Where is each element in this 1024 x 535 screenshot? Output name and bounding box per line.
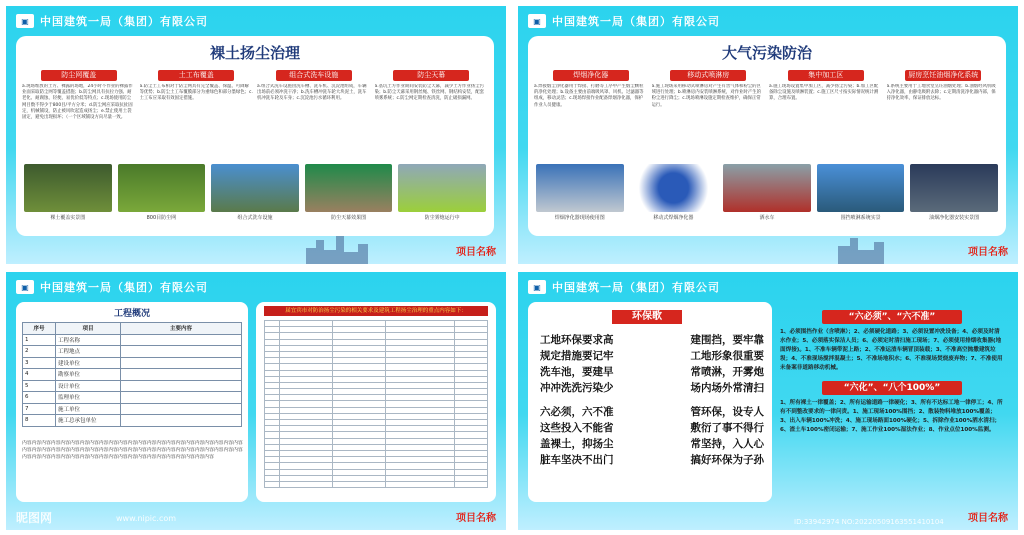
photo	[398, 164, 486, 212]
content-card	[16, 36, 494, 236]
watermark-logo: 昵图网	[16, 511, 53, 525]
rules-text: 1、必须围挡作业（含喷淋）；2、必须硬化道路；3、必须设置冲洗设备；4、必须及时清水作业；5、必须落实保洁人员；6、必须定时清扫施工现场；7、必须使用排烟收集器(地面焊接)。1、不准车辆带泥上路；2、不准运渣车辆冒顶装载；3、不准高空抛撒建筑垃圾；4、不准现场搅拌混凝土；5、不准场地积水；6、不准现场焚烧废弃物；7、不准使用未备案非道路移动机械。	[780, 329, 1003, 371]
photo-item	[723, 164, 811, 221]
photo	[305, 164, 393, 212]
company-name: 中国建筑一局（集团）有限公司	[552, 15, 720, 28]
song-line: 规定措施要记牢 工地形象很重要	[540, 350, 764, 362]
photo	[24, 164, 112, 212]
description-text: 内容内容内容内容内容内容内容内容内容内容内容内容内容内容内容内容内容内容内容内容内容内容内容内容内容内容内容内容内容内容内容内容内容内容内容内容内容内容内容内容内容内容内容内容内容内容内容内容内容内容内容内容内容内容内容内容内容内容内容内容内容内容内容内容内容内容	[22, 441, 243, 461]
photo-caption: 裸土覆盖实景图	[50, 215, 86, 221]
table-header: 主要内容	[121, 323, 242, 335]
project-name: 项目名称	[968, 513, 1008, 524]
photo-caption: 防尘雾炮运行中	[424, 215, 460, 221]
photo	[630, 164, 718, 212]
city-skyline	[6, 234, 506, 264]
panel-title: 裸土扬尘治理	[209, 44, 300, 62]
song-lyrics	[540, 332, 764, 468]
section-tag: 防尘天幕	[393, 70, 469, 81]
section-text: a.施工现场设置集中加工区，减少扬尘污染；b.加工区配备除尘设施及喷淋装置；c.施工区尺寸按实际情况统计测算，合理布置。	[769, 84, 879, 102]
photo-item	[536, 164, 624, 221]
section-tag: 集中加工区	[788, 70, 864, 81]
song-line: 洗车池，要建早 常喷淋，开雾炮	[540, 366, 764, 378]
song-line: 脏车坚决不出门 搞好环保为子孙	[540, 454, 764, 466]
section-tag: 厨房烹饪油烟净化系统	[905, 70, 981, 81]
photo	[211, 164, 299, 212]
table-title: 工程概况	[113, 309, 150, 319]
table-header: 序号	[23, 323, 56, 335]
section-tag: 防尘网覆盖	[41, 70, 117, 81]
panel-project-overview	[6, 272, 506, 530]
table-row: 1 工程名称	[23, 334, 242, 346]
company-logo: ▣	[16, 14, 34, 28]
project-name: 项目名称	[968, 247, 1008, 258]
section-tag: 土工布覆盖	[158, 70, 234, 81]
section-tag: 组合式洗车设施	[276, 70, 352, 81]
photo-item	[630, 164, 718, 221]
section-text: a.施工现场采用移动式喷淋房对产生有害气体和粉尘的区域进行处理；b.喷淋房内安装喷淋系统，对作业时产生的粉尘进行降尘；c.现场喷淋设施定期检查维护，确保正常运行。	[651, 84, 762, 108]
header	[528, 12, 720, 30]
column	[22, 70, 136, 166]
section-tag: 移动式喷淋房	[670, 70, 746, 81]
column	[769, 70, 883, 166]
section-text: a.焊接烟尘净化器用于焊接、打磨等工序中产生烟尘颗粒的净化处理；b.设备主要由前端吸风罩、风机、过滤器等组成，移动灵活；c.现场焊接作业配备焊烟净化器，保护作业人员健康。	[534, 84, 644, 108]
section-text: a.系统主要用于工地食堂烹饪油烟处理；b.油烟经风机吸入净化器，由静电吸附去除；c.定期清洗净化器内部，保持净化效率，保证排放达标。	[886, 84, 996, 102]
photo-item	[305, 164, 393, 221]
column	[375, 70, 489, 166]
table-row: 6 监理单位	[23, 392, 242, 404]
company-logo: ▣	[528, 14, 546, 28]
photo-caption: 移动式焊烟净化器	[653, 215, 694, 221]
column	[652, 70, 766, 166]
photo-item	[398, 164, 486, 221]
company-logo: ▣	[528, 280, 546, 294]
table-row: 7 施工单位	[23, 403, 242, 415]
photo	[118, 164, 206, 212]
table-row: 3 建设单位	[23, 357, 242, 369]
photo-caption: 组合式洗车设施	[237, 215, 273, 221]
header	[16, 278, 208, 296]
photo-caption: 洒水车	[759, 215, 775, 221]
song-title: 环保歌	[612, 310, 682, 324]
section-text: a.现场堆放的土方、裸露的场地，24小时不作业的裸露作业面采取防尘网等覆盖措施；b.防尘网具有抗拉力强、耐老化、耐腐蚀、轻便、易优价低等特点；c.现场使用防尘网目数不得少于800目/平方分米；d.防尘网应采取抗扯固定，机械铺设，防止被风吹起造成扬尘；e.禁止使用土袋固定，避免出现损坏；（一个区域铺设方向尽量一致。	[22, 84, 133, 121]
panel-dust-control	[6, 6, 506, 264]
photo-caption: 焊烟净化器现场使用图	[554, 215, 605, 221]
rules-text: 1、所有裸土一律覆盖；2、所有运输道路一律硬化；3、所有不达标工地一律停工；4、所有不到整改要求的一律问责。1、施工现场100%围挡；2、散装物料堆放100%覆盖；3、出入车辆100%冲洗；4、施工现场路面100%硬化；5、拆除作业100%洒水清扫；6、渣土车100%密闭运输；7、施工作业100%湿法作业；8、作业点位100%监测。	[780, 400, 1003, 433]
song-line: 冲冲洗洗污染少 场内场外常清扫	[540, 382, 764, 394]
section-text: a.基坑土方作业期间安装防尘天幕，减少土方作业扬尘污染；b.防尘天幕采用钢丝绳、铁丝网、钢结构安装，配套喷雾系统；c.防尘网定期检查清洗，防止破损漏网。	[374, 84, 485, 102]
rules-title: “六化”、“八个100%”	[822, 381, 962, 395]
column	[140, 70, 254, 166]
column	[887, 70, 1001, 166]
header	[528, 278, 720, 296]
table-row: 2 工程地点	[23, 346, 242, 358]
company-logo: ▣	[16, 280, 34, 294]
project-name: 项目名称	[456, 513, 496, 524]
column	[257, 70, 371, 166]
song-line: 工地环保要求高 建围挡，要牢靠	[540, 334, 764, 346]
column	[534, 70, 648, 166]
watermark-url: www.nipic.com	[116, 514, 177, 523]
overview-table	[22, 322, 242, 427]
company-name: 中国建筑一局（集团）有限公司	[552, 281, 720, 294]
panel-air-pollution	[518, 6, 1018, 264]
photo-item	[211, 164, 299, 221]
table-row: 4 勘察单位	[23, 369, 242, 381]
project-name: 项目名称	[456, 247, 496, 258]
song-line: 这些投入不能省 敷衍了事不得行	[540, 422, 764, 434]
city-skyline	[518, 234, 1018, 264]
table-header: 项目	[56, 323, 121, 335]
rules-title: “六必须”、“六不准”	[822, 310, 962, 324]
section-text: a.防尘土工布相对于防尘网具有完全覆盖、保温、可降解等优势；b.防尘土工布覆膜部分为重绿色和部分墨绿色；c.土工布应采取有效固定措施。	[139, 84, 253, 102]
panel-title: 大气污染防治	[721, 44, 812, 62]
photo-item	[24, 164, 112, 221]
photo-item	[910, 164, 998, 221]
rules-section	[776, 302, 1008, 502]
requirements-card	[256, 302, 496, 502]
photo	[910, 164, 998, 212]
photo-caption: 防尘天幕效果图	[331, 215, 367, 221]
company-name: 中国建筑一局（集团）有限公司	[40, 281, 208, 294]
requirements-title: 届宜宾市对防治扬尘污染的相关要求及建筑工程扬尘治理的重点内容如下：	[264, 306, 488, 316]
photo	[817, 164, 905, 212]
header	[16, 12, 208, 30]
table-row: 8 施工总承包单位	[23, 415, 242, 427]
song-line: 六必须，六不准 管环保，设专人	[540, 406, 764, 418]
content-card	[528, 36, 1006, 236]
company-name: 中国建筑一局（集团）有限公司	[40, 15, 208, 28]
section-tag: 焊烟净化器	[553, 70, 629, 81]
photo-item	[817, 164, 905, 221]
overview-card	[16, 302, 248, 502]
photo-caption: 800目防尘网	[146, 215, 177, 221]
photo-caption: 油烟净化器安装实景图	[929, 215, 980, 221]
requirements-table	[264, 320, 488, 488]
song-line: 盖裸土，抑扬尘 常坚持，入人心	[540, 438, 764, 450]
song-card	[528, 302, 772, 502]
photo	[536, 164, 624, 212]
watermark-id: ID:33942974 NO:20220509163551410104	[794, 518, 944, 526]
photo-item	[118, 164, 206, 221]
table-row: 5 设计单位	[23, 380, 242, 392]
section-text: a.组合式洗车设施由洗车槽、洗车机、沉淀池组成，车辆出场前必须冲洗干净；b.洗车槽冲洗车轮大块泥土，洗车机冲洗车轮及车身；c.沉淀池污水循环利用。	[257, 84, 367, 102]
photo	[723, 164, 811, 212]
photo-caption: 围挡喷淋系统实景	[840, 215, 881, 221]
panel-environment-song	[518, 272, 1018, 530]
